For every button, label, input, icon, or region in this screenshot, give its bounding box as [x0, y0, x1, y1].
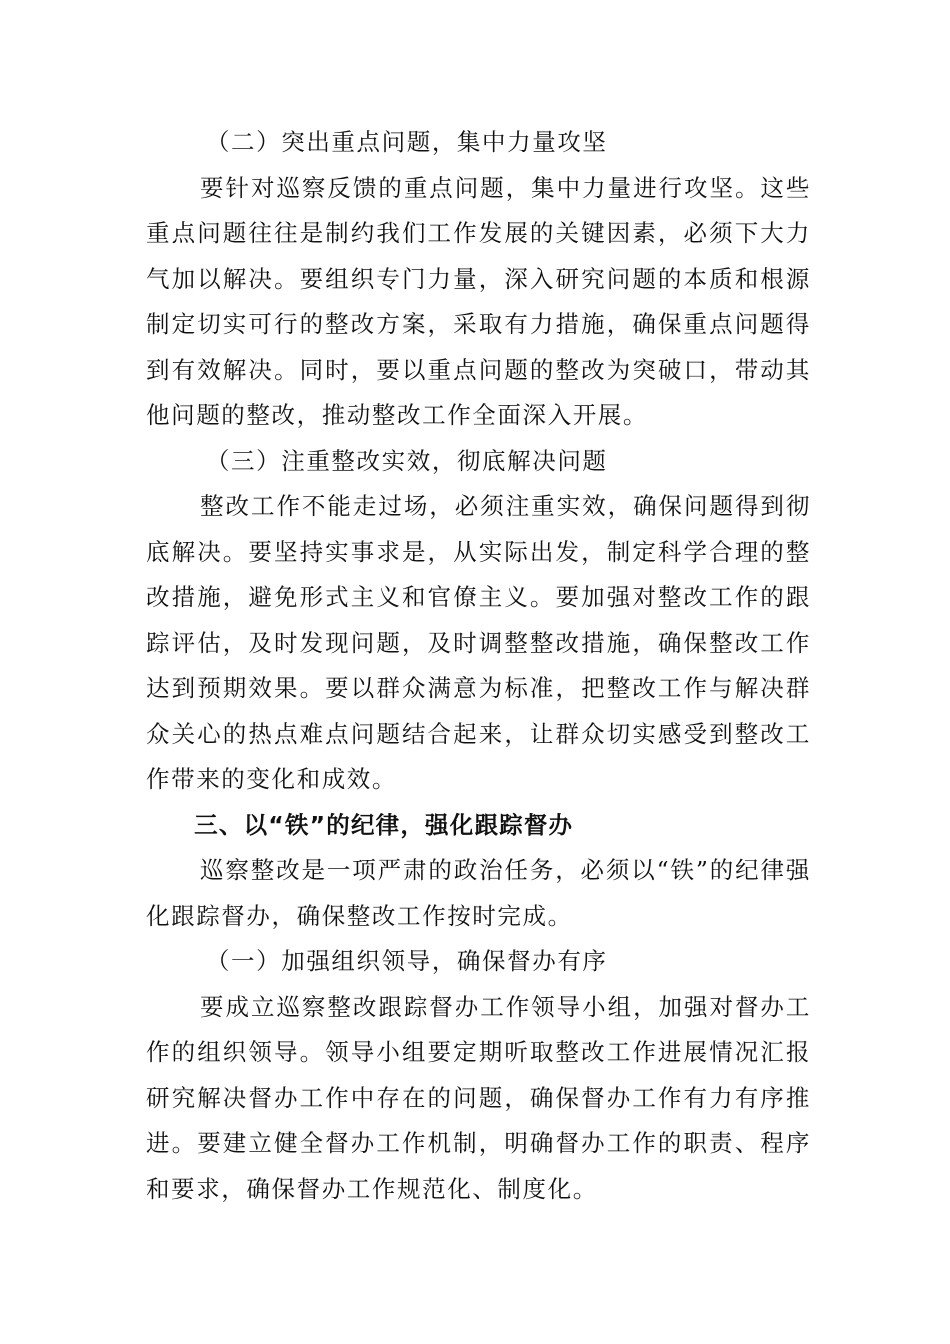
document-body — [146, 120, 811, 1212]
body-paragraph: 整改工作不能走过场，必须注重实效，确保问题得到彻底解决。要坚持实事求是，从实际出发，制定科学合理的整改措施，避免形式主义和官僚主义。要加强对整改工作的跟踪评估，及时发现问题，及时调整整改措施，确保整改工作达到预期效果。要以群众满意为标准，把整改工作与解决群众关心的热点难点问题结合起来，让群众切实感受到整改工作带来的变化和成效。 — [146, 492, 811, 793]
subsection-heading-1: （一）加强组织领导，确保督办有序 — [205, 947, 608, 975]
section-heading-3: 三、以“铁”的纪律，强化跟踪督办 — [194, 810, 574, 839]
body-paragraph: 巡察整改是一项严肃的政治任务，必须以“铁”的纪律强化跟踪督办，确保整改工作按时完成。 — [146, 856, 811, 930]
subsection-heading-3: （三）注重整改实效，彻底解决问题 — [205, 446, 608, 475]
body-paragraph: 要针对巡察反馈的重点问题，集中力量进行攻坚。这些重点问题往往是制约我们工作发展的关键因素，必须下大力气加以解决。要组织专门力量，深入研究问题的本质和根源制定切实可行的整改方案，采取有力措施，确保重点问题得到有效解决。同时，要以重点问题的整改为突破口，带动其他问题的整改，推动整改工作全面深入开展。 — [146, 173, 811, 429]
subsection-heading-2: （二）突出重点问题，集中力量攻坚 — [205, 128, 608, 156]
body-paragraph: 要成立巡察整改跟踪督办工作领导小组，加强对督办工作的组织领导。领导小组要定期听取整改工作进展情况汇报研究解决督办工作中存在的问题，确保督办工作有力有序推进。要建立健全督办工作机制，明确督办工作的职责、程序和要求，确保督办工作规范化、制度化。 — [146, 992, 811, 1203]
